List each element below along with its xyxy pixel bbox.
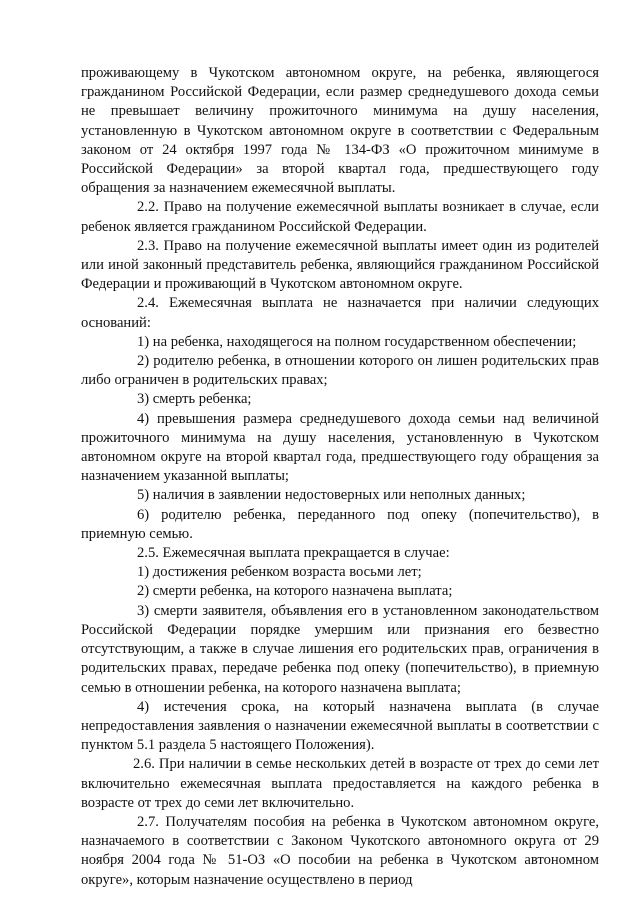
paragraph-2-4: 2.4. Ежемесячная выплата не назначается при наличии следующих оснований:	[81, 295, 599, 331]
list-item-2-4-5: 5) наличия в заявлении недостоверных или неполных данных;	[137, 487, 526, 504]
list-item-2-5-4: 4) истечения срока, на который назначена выплата (в случае непредоставления заявления о назначении ежемесячной выплаты в соответствии с пунктом 5.1 раздела 5 настоящего Положения).	[81, 698, 599, 754]
list-item-2-4-6: 6) родителю ребенка, переданного под опеку (попечительство), в приемную семью.	[81, 506, 599, 542]
list-item-2-5-3: 3) смерти заявителя, объявления его в установленном законодательством Российской Федерации порядке умершим или признания его безвестно отсутствующим, а также в случае лишения его родительских прав, ограничения в родительских правах, передаче ребенка под опеку (попечительство), в приемную семью в отношении ребенка, на которого назначена выплата;	[81, 602, 599, 696]
paragraph-2-5: 2.5. Ежемесячная выплата прекращается в случае:	[137, 545, 450, 562]
paragraph-2-7: 2.7. Получателям пособия на ребенка в Чукотском автономном округе, назначаемого в соответствии с Законом Чукотского автономного округа от 29 ноября 2004 года № 51-ОЗ «О пособии на ребенка в Чукотском автономном округе», которым назначение осуществлено в период	[81, 813, 599, 888]
list-item-2-5-2: 2) смерти ребенка, на которого назначена выплата;	[137, 583, 453, 600]
paragraph-2-6: 2.6. При наличии в семье нескольких детей в возрасте от трех до семи лет включительно ежемесячная выплата предоставляется на каждого ребенка в возрасте от трех до семи лет включительно.	[81, 756, 599, 811]
list-item-2-4-4: 4) превышения размера среднедушевого дохода семьи над величиной прожиточного минимума на душу населения, установленную в Чукотском автономном округе на второй квартал года, предшествующего году обращения за назначением указанной выплаты;	[81, 410, 599, 485]
list-item-2-5-1: 1) достижения ребенком возраста восьми лет;	[137, 564, 422, 581]
list-item-2-4-1: 1) на ребенка, находящегося на полном государственном обеспечении;	[137, 333, 577, 350]
paragraph-2-3: 2.3. Право на получение ежемесячной выплаты имеет один из родителей или иной законный представитель ребенка, являющийся гражданином Российской Федерации и проживающий в Чукотском автономном округе.	[81, 237, 599, 293]
paragraph-2-2: 2.2. Право на получение ежемесячной выплаты возникает в случае, если ребенок является гражданином Российской Федерации.	[81, 199, 599, 235]
list-item-2-4-2: 2) родителю ребенка, в отношении которого он лишен родительских прав либо ограничен в родительских правах;	[81, 353, 599, 389]
paragraph-continuation: проживающему в Чукотском автономном округе, на ребенка, являющегося гражданином Российской Федерации, если размер среднедушевого дохода семьи не превышает величину прожиточного минимума на душу населения, установленную в Чукотском автономном округе в соответствии с Федеральным законом от 24 октября 1997 года № 134-ФЗ «О прожиточном минимуме в Российской Федерации» за второй квартал года, предшествующего году обращения за назначением ежемесячной выплаты.	[81, 65, 599, 197]
document-body	[81, 64, 599, 890]
list-item-2-4-3: 3) смерть ребенка;	[137, 391, 252, 408]
